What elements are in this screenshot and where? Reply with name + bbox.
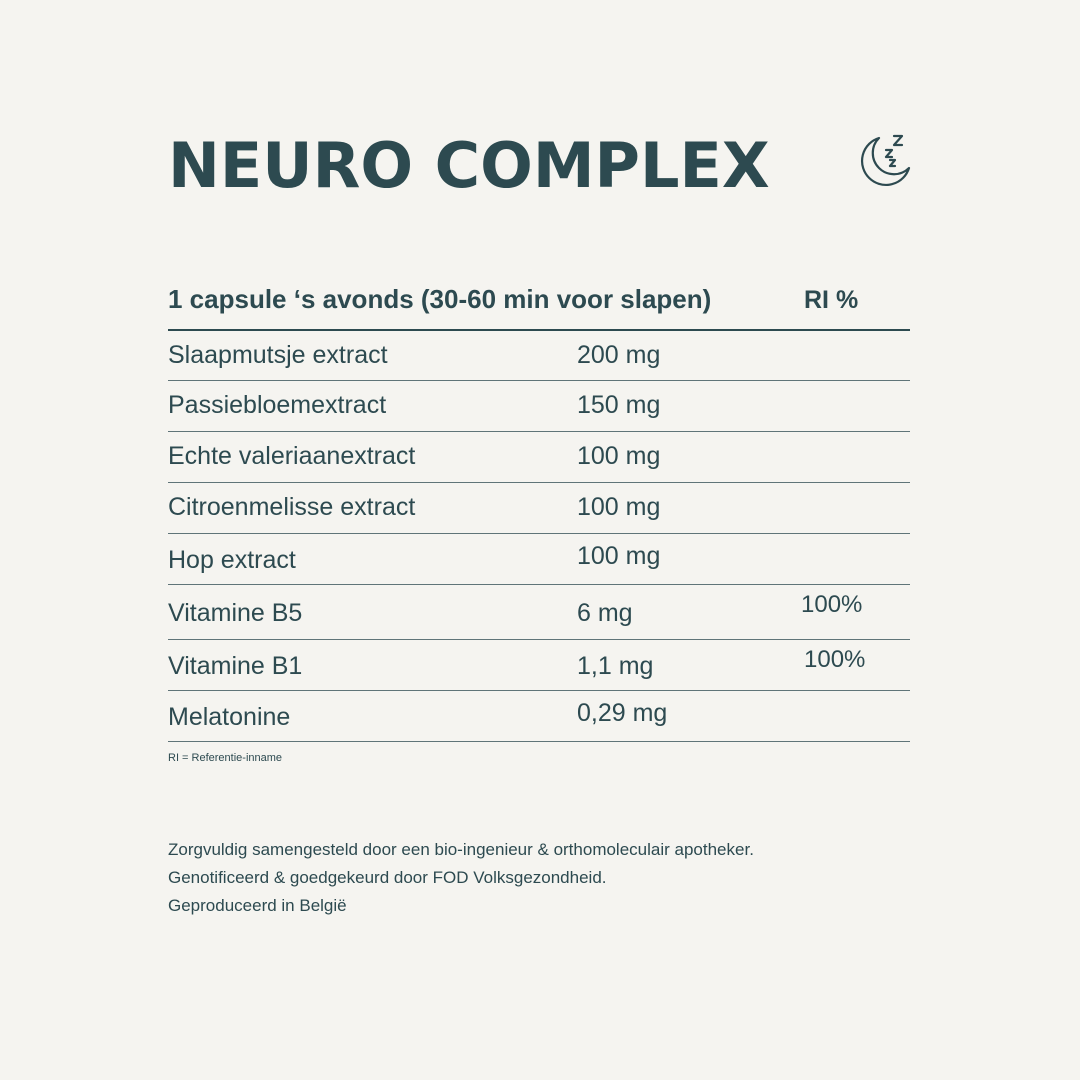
table-row <box>168 381 910 432</box>
table-row <box>168 691 910 742</box>
ingredient-amount: 100 mg <box>577 442 661 470</box>
table-row <box>168 331 910 381</box>
ingredient-name: Echte valeriaanextract <box>168 442 416 470</box>
credit-line: Genotificeerd & goedgekeurd door FOD Volksgezondheid. <box>168 868 607 887</box>
moon-sleep-icon <box>852 130 914 192</box>
ingredient-amount: 0,29 mg <box>577 699 668 727</box>
ingredient-name: Vitamine B5 <box>168 599 303 627</box>
ingredient-amount: 1,1 mg <box>577 652 654 680</box>
ingredients-table <box>168 331 910 742</box>
product-title: NEURO COMPLEX <box>168 129 770 202</box>
ingredient-amount: 150 mg <box>577 391 661 419</box>
ri-footnote: RI = Referentie-inname <box>168 752 283 764</box>
ingredient-name: Melatonine <box>168 703 291 731</box>
ingredient-amount: 200 mg <box>577 341 661 369</box>
table-row <box>168 585 910 640</box>
table-row <box>168 534 910 585</box>
table-row <box>168 432 910 483</box>
ingredient-ri: 100% <box>804 646 866 673</box>
credit-line: Zorgvuldig samengesteld door een bio-ingenieur & orthomoleculair apotheker. <box>168 840 754 859</box>
ingredient-name: Citroenmelisse extract <box>168 493 416 521</box>
table-row <box>168 483 910 534</box>
ingredient-name: Passiebloemextract <box>168 391 387 419</box>
dose-instruction: 1 capsule ‘s avonds (30-60 min voor slapen) <box>168 284 712 314</box>
ingredient-amount: 100 mg <box>577 542 661 570</box>
ri-column-header: RI % <box>804 286 859 314</box>
ingredient-name: Vitamine B1 <box>168 652 303 680</box>
ingredient-amount: 6 mg <box>577 599 633 627</box>
ingredient-name: Slaapmutsje extract <box>168 341 388 369</box>
ingredient-ri: 100% <box>801 591 863 618</box>
table-row <box>168 640 910 691</box>
credit-line: Geproduceerd in België <box>168 896 347 915</box>
credits-block <box>168 836 754 920</box>
ingredient-amount: 100 mg <box>577 493 661 521</box>
ingredient-name: Hop extract <box>168 546 296 574</box>
